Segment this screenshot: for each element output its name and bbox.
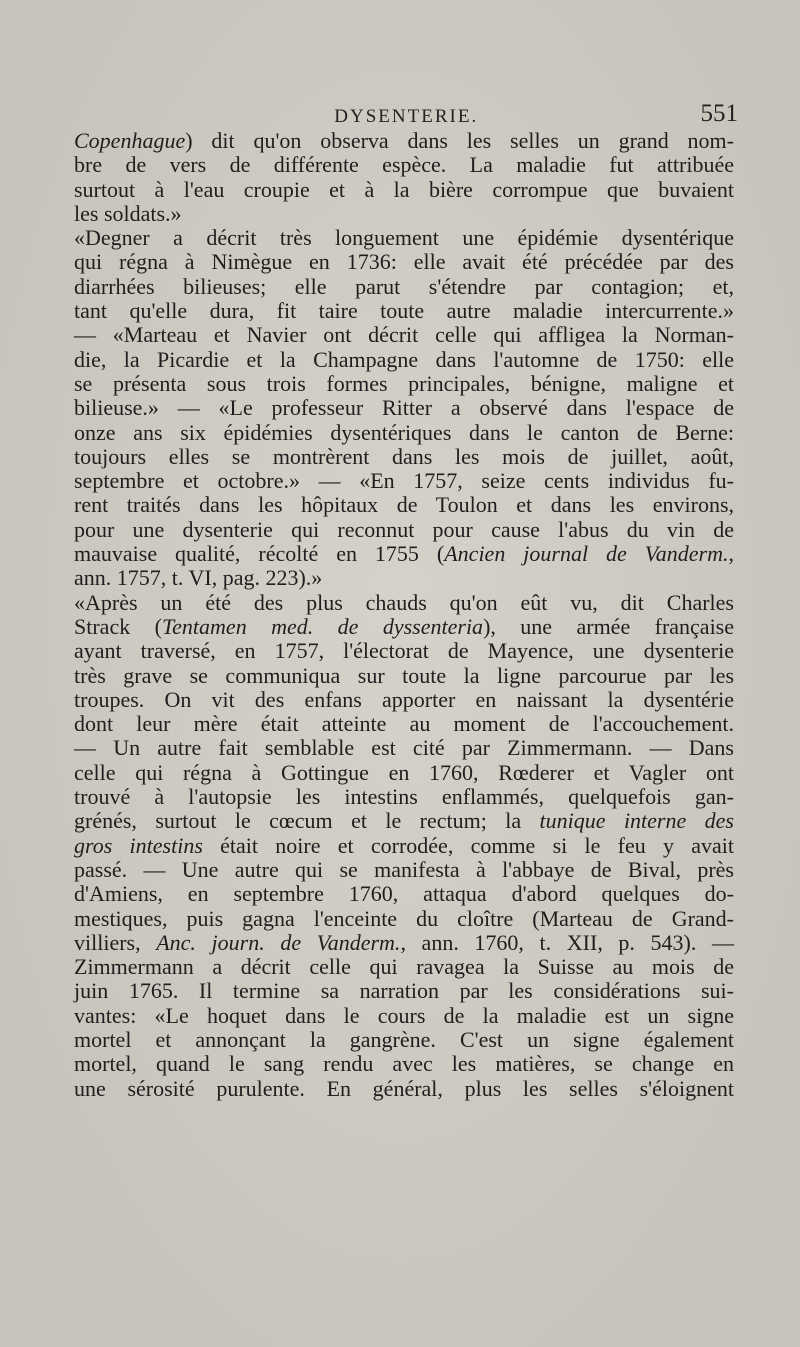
- text-line: celle qui régna à Gottingue en 1760, Rœderer et Vagler ont: [74, 759, 734, 785]
- text-line: diarrhées bilieuses; elle parut s'étendre par contagion; et,: [74, 273, 734, 299]
- text-line: dont leur mère était atteinte au moment de l'accouchement.: [74, 711, 734, 737]
- text-line: très grave se communiqua sur toute la ligne parcourue par les: [74, 662, 734, 688]
- text-line: Zimmermann a décrit celle qui ravagea la Suisse au mois de: [74, 954, 734, 980]
- text-line: se présenta sous trois formes principales, bénigne, maligne et: [74, 370, 734, 396]
- body-text: [74, 129, 734, 1101]
- text-line: vantes: «Le hoquet dans le cours de la maladie est un signe: [74, 1002, 734, 1028]
- text-line: bre de vers de différente espèce. La maladie fut attribuée: [74, 152, 734, 178]
- paragraph-3: [74, 591, 734, 1101]
- text-line: die, la Picardie et la Champagne dans l'automne de 1750: elle: [74, 346, 734, 372]
- text-line: septembre et octobre.» — «En 1757, seize cents individus fu-: [74, 468, 734, 494]
- text-line: — «Marteau et Navier ont décrit celle qui affligea la Norman-: [74, 322, 734, 348]
- text-line: bilieuse.» — «Le professeur Ritter a observé dans l'espace de: [74, 395, 734, 421]
- text-line: villiers, Anc. journ. de Vanderm., ann. 1760, t. XII, p. 543). —: [74, 929, 734, 955]
- paragraph-2: [74, 226, 734, 590]
- page-number: 551: [700, 100, 738, 127]
- text-line: ann. 1757, t. VI, pag. 223).»: [74, 565, 323, 591]
- text-line: passé. — Une autre qui se manifesta à l'abbaye de Bival, près: [74, 856, 734, 882]
- text-line: grénés, surtout le cœcum et le rectum; la tunique interne des: [74, 808, 734, 834]
- text-line: une sérosité purulente. En général, plus les selles s'éloignent: [74, 1075, 734, 1101]
- text-line: Strack (Tentamen med. de dyssenteria), une armée française: [74, 613, 735, 639]
- text-line: troupes. On vit des enfans apporter en naissant la dysentérie: [74, 686, 734, 712]
- text-line: mortel, quand le sang rendu avec les matières, se change en: [74, 1051, 734, 1077]
- paragraph-1: [74, 129, 734, 226]
- text-line: juin 1765. Il termine sa narration par les considérations sui-: [74, 978, 734, 1004]
- text-line: gros intestins était noire et corrodée, comme si le feu y avait: [74, 832, 734, 858]
- text-line: toujours elles se montrèrent dans les mois de juillet, août,: [74, 443, 734, 469]
- text-line: ayant traversé, en 1757, l'électorat de Mayence, une dysenterie: [74, 638, 734, 664]
- text-line: pour une dysenterie qui reconnut pour cause l'abus du vin de: [74, 516, 734, 542]
- page-header: [72, 88, 738, 128]
- text-line: — Un autre fait semblable est cité par Zimmermann. — Dans: [74, 735, 734, 761]
- text-line: mauvaise qualité, récolté en 1755 (Ancien journal de Vanderm.,: [74, 541, 734, 567]
- text-line: Copenhague) dit qu'on observa dans les selles un grand nom-: [74, 128, 734, 153]
- text-line: mortel et annonçant la gangrène. C'est un signe également: [74, 1026, 734, 1052]
- text-line: mestiques, puis gagna l'enceinte du cloître (Marteau de Grand-: [74, 905, 734, 931]
- italic-text: Tentamen med. de dyssenteria: [161, 613, 484, 639]
- italic-text: Anc. journ. de Vanderm.: [156, 929, 401, 955]
- text-line: tant qu'elle dura, fit taire toute autre maladie intercurrente.»: [74, 298, 734, 324]
- italic-text: tunique interne des: [539, 808, 734, 834]
- running-title: DYSENTERIE.: [334, 106, 479, 127]
- text-line: surtout à l'eau croupie et à la bière corrompue que buvaient: [74, 176, 734, 202]
- text-line: «Degner a décrit très longuement une épidémie dysentérique: [74, 225, 734, 251]
- text-line: les soldats.»: [74, 200, 182, 226]
- italic-text: gros intestins: [74, 832, 203, 858]
- text-line: d'Amiens, en septembre 1760, attaqua d'abord quelques do-: [74, 881, 734, 907]
- italic-text: Ancien journal de Vanderm.: [444, 541, 729, 567]
- text-line: onze ans six épidémies dysentériques dans le canton de Berne:: [74, 419, 734, 445]
- text-line: «Après un été des plus chauds qu'on eût vu, dit Charles: [74, 589, 734, 615]
- text-line: qui régna à Nimègue en 1736: elle avait été précédée par des: [74, 249, 734, 275]
- italic-text: Copenhague: [74, 128, 186, 153]
- text-line: rent traités dans les hôpitaux de Toulon et dans les environs,: [74, 492, 734, 518]
- text-line: trouvé à l'autopsie les intestins enflammés, quelquefois gan-: [74, 784, 734, 810]
